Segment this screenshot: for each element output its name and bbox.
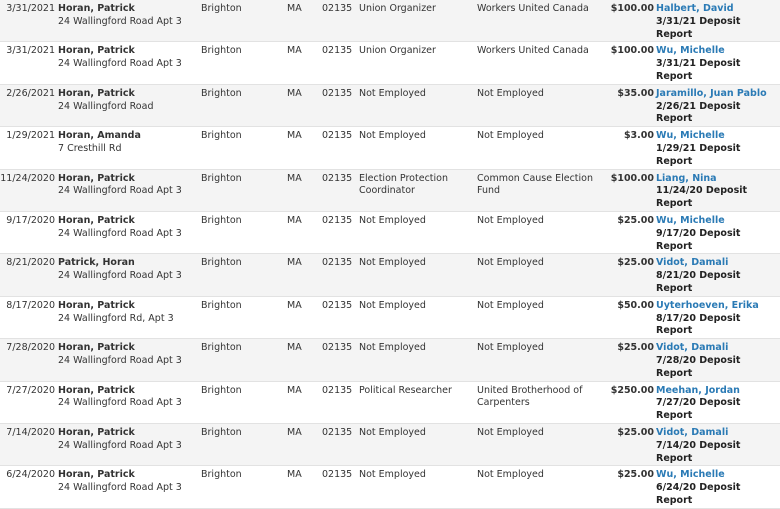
contributor-address: 24 Wallingford Road Apt 3 [58,482,182,494]
occupation-cell: Not Employed [359,466,477,508]
state-cell: MA [287,296,322,338]
state-cell: MA [287,42,322,84]
city-cell: Brighton [201,42,287,84]
contributor-cell [58,254,201,296]
contributor-name: Horan, Patrick [58,172,135,184]
recipient-link[interactable]: Uyterhoeven, Erika [656,299,759,311]
contributor-address: 24 Wallingford Road Apt 3 [58,58,182,70]
zip-cell: 02135 [322,381,359,423]
employer-cell: Not Employed [477,254,607,296]
contributor-name: Horan, Amanda [58,130,141,142]
date-cell: 6/24/2020 [0,466,58,508]
zip-cell: 02135 [322,0,359,42]
zip-cell: 02135 [322,254,359,296]
table-row [0,381,780,423]
contributor-address: 24 Wallingford Road Apt 3 [58,227,182,239]
report-label: 2/26/21 Deposit Report [656,100,741,125]
state-cell: MA [287,381,322,423]
recipient-cell [656,84,780,126]
amount-cell: $25.00 [607,466,656,508]
contributor-cell [58,296,201,338]
amount-cell: $100.00 [607,169,656,211]
report-label: 7/14/20 Deposit Report [656,439,741,464]
state-cell: MA [287,169,322,211]
table-row [0,0,780,42]
table-row [0,296,780,338]
employer-cell: Not Employed [477,84,607,126]
city-cell: Brighton [201,381,287,423]
contributor-cell [58,127,201,169]
city-cell: Brighton [201,0,287,42]
recipient-link[interactable]: Vidot, Damali [656,342,729,354]
report-label: 3/31/21 Deposit Report [656,15,741,40]
city-cell: Brighton [201,127,287,169]
employer-cell: Common Cause Election Fund [477,169,607,211]
recipient-cell [656,127,780,169]
city-cell: Brighton [201,254,287,296]
occupation-cell: Union Organizer [359,0,477,42]
report-label: 8/17/20 Deposit Report [656,312,741,337]
recipient-link[interactable]: Jaramillo, Juan Pablo [656,87,767,99]
recipient-link[interactable]: Wu, Michelle [656,469,725,481]
state-cell: MA [287,254,322,296]
contributor-address: 24 Wallingford Road Apt 3 [58,439,182,451]
state-cell: MA [287,84,322,126]
contributor-name: Horan, Patrick [58,214,135,226]
contributor-address: 7 Cresthill Rd [58,142,122,154]
occupation-cell: Not Employed [359,423,477,465]
zip-cell: 02135 [322,339,359,381]
recipient-cell [656,296,780,338]
contributor-name: Horan, Patrick [58,384,135,396]
recipient-cell [656,169,780,211]
amount-cell: $250.00 [607,381,656,423]
occupation-cell: Not Employed [359,339,477,381]
employer-cell: Not Employed [477,127,607,169]
contributor-cell [58,84,201,126]
recipient-link[interactable]: Vidot, Damali [656,426,729,438]
date-cell: 3/31/2021 [0,42,58,84]
employer-cell: United Brotherhood of Carpenters [477,381,607,423]
state-cell: MA [287,211,322,253]
contributor-address: 24 Wallingford Road Apt 3 [58,354,182,366]
city-cell: Brighton [201,211,287,253]
contributor-name: Horan, Patrick [58,45,135,57]
zip-cell: 02135 [322,127,359,169]
city-cell: Brighton [201,84,287,126]
employer-cell: Workers United Canada [477,42,607,84]
recipient-link[interactable]: Halbert, David [656,3,734,14]
employer-cell: Not Employed [477,423,607,465]
date-cell: 1/29/2021 [0,127,58,169]
employer-cell: Not Employed [477,466,607,508]
table-row [0,42,780,84]
table-row [0,84,780,126]
date-cell: 11/24/2020 [0,169,58,211]
amount-cell: $100.00 [607,42,656,84]
recipient-cell [656,211,780,253]
amount-cell: $25.00 [607,211,656,253]
contributor-name: Horan, Patrick [58,469,135,481]
report-label: 9/17/20 Deposit Report [656,227,741,252]
date-cell: 8/17/2020 [0,296,58,338]
recipient-link[interactable]: Liang, Nina [656,172,717,184]
contributor-address: 24 Wallingford Road Apt 3 [58,185,182,197]
contributor-name: Horan, Patrick [58,299,135,311]
zip-cell: 02135 [322,211,359,253]
table-row [0,423,780,465]
report-label: 1/29/21 Deposit Report [656,142,741,167]
state-cell: MA [287,127,322,169]
amount-cell: $50.00 [607,296,656,338]
contributor-name: Horan, Patrick [58,87,135,99]
recipient-cell [656,466,780,508]
state-cell: MA [287,339,322,381]
table-row [0,127,780,169]
table-row [0,254,780,296]
contributor-cell [58,466,201,508]
amount-cell: $25.00 [607,339,656,381]
recipient-link[interactable]: Meehan, Jordan [656,384,740,396]
city-cell: Brighton [201,169,287,211]
contributor-name: Horan, Patrick [58,342,135,354]
zip-cell: 02135 [322,466,359,508]
contributor-cell [58,339,201,381]
date-cell: 7/27/2020 [0,381,58,423]
occupation-cell: Political Researcher [359,381,477,423]
employer-cell: Not Employed [477,339,607,381]
contributor-address: 24 Wallingford Road Apt 3 [58,270,182,282]
recipient-cell [656,339,780,381]
state-cell: MA [287,423,322,465]
table-row [0,339,780,381]
city-cell: Brighton [201,296,287,338]
zip-cell: 02135 [322,296,359,338]
recipient-cell [656,381,780,423]
state-cell: MA [287,466,322,508]
amount-cell: $25.00 [607,423,656,465]
city-cell: Brighton [201,339,287,381]
table-row [0,169,780,211]
contributor-name: Horan, Patrick [58,426,135,438]
recipient-cell [656,0,780,42]
occupation-cell: Union Organizer [359,42,477,84]
recipient-link[interactable]: Wu, Michelle [656,214,725,226]
date-cell: 8/21/2020 [0,254,58,296]
amount-cell: $3.00 [607,127,656,169]
recipient-cell [656,42,780,84]
date-cell: 7/14/2020 [0,423,58,465]
report-label: 6/24/20 Deposit Report [656,482,741,506]
recipient-cell [656,254,780,296]
table-row [0,211,780,253]
contributor-address: 24 Wallingford Road Apt 3 [58,15,182,27]
amount-cell: $35.00 [607,84,656,126]
amount-cell: $25.00 [607,254,656,296]
date-cell: 2/26/2021 [0,84,58,126]
employer-cell: Not Employed [477,296,607,338]
contributor-cell [58,169,201,211]
recipient-link[interactable]: Wu, Michelle [656,130,725,142]
employer-cell: Workers United Canada [477,0,607,42]
report-label: 8/21/20 Deposit Report [656,270,741,294]
city-cell: Brighton [201,466,287,508]
recipient-link[interactable]: Vidot, Damali [656,257,729,269]
contributor-cell [58,423,201,465]
report-label: 11/24/20 Deposit Report [656,185,748,210]
contributor-cell [58,211,201,253]
zip-cell: 02135 [322,42,359,84]
occupation-cell: Election Protection Coordinator [359,169,477,211]
occupation-cell: Not Employed [359,296,477,338]
zip-cell: 02135 [322,423,359,465]
contributor-cell [58,381,201,423]
city-cell: Brighton [201,423,287,465]
date-cell: 7/28/2020 [0,339,58,381]
report-label: 7/28/20 Deposit Report [656,354,741,379]
state-cell: MA [287,0,322,42]
date-cell: 9/17/2020 [0,211,58,253]
report-label: 7/27/20 Deposit Report [656,397,741,422]
contributor-address: 24 Wallingford Rd, Apt 3 [58,312,174,324]
employer-cell: Not Employed [477,211,607,253]
zip-cell: 02135 [322,84,359,126]
contributor-address: 24 Wallingford Road Apt 3 [58,397,182,409]
recipient-cell [656,423,780,465]
occupation-cell: Not Employed [359,127,477,169]
contributor-cell [58,42,201,84]
occupation-cell: Not Employed [359,254,477,296]
recipient-link[interactable]: Wu, Michelle [656,45,725,57]
amount-cell: $100.00 [607,0,656,42]
contributor-name: Patrick, Horan [58,257,135,269]
occupation-cell: Not Employed [359,84,477,126]
date-cell: 3/31/2021 [0,0,58,42]
contributor-address: 24 Wallingford Road [58,100,154,112]
contributor-name: Horan, Patrick [58,3,135,14]
contributor-cell [58,0,201,42]
zip-cell: 02135 [322,169,359,211]
report-label: 3/31/21 Deposit Report [656,58,741,82]
table-row [0,466,780,508]
occupation-cell: Not Employed [359,211,477,253]
